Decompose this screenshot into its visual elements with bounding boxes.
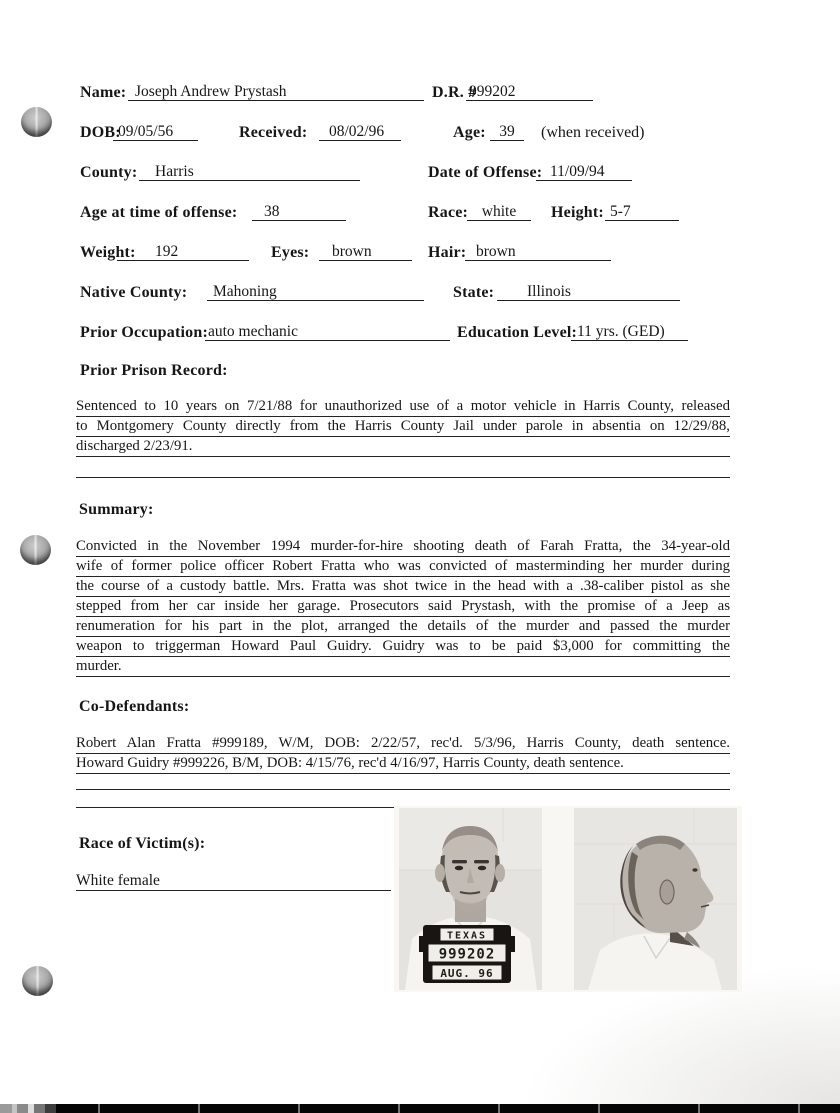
- ruled-text-line: discharged 2/23/91.: [76, 437, 730, 457]
- eyes-field-label: Eyes:: [271, 244, 310, 261]
- binder-hole-middle: [20, 535, 51, 565]
- scan-edge-strip: [0, 1104, 840, 1113]
- ruled-text-line: weapon to triggerman Howard Paul Guidry. Guidry was to be paid $3,000 for committing the: [76, 637, 730, 657]
- height-field-label: Height:: [551, 204, 604, 221]
- dob-field-value: 09/05/56: [113, 123, 198, 141]
- education-level-label: Education Level:: [457, 324, 578, 341]
- ruled-text-line: Howard Guidry #999226, B/M, DOB: 4/15/76, rec'd 4/16/97, Harris County, death sentence.: [76, 754, 730, 774]
- ruled-text-line: the course of a custody battle. Mrs. Fratta was shot twice in the head with a .38-caliber pistol as she: [76, 577, 730, 597]
- svg-text:999202: 999202: [438, 946, 496, 963]
- date-of-offense-label: Date of Offense:: [428, 164, 543, 181]
- race-field-label: Race:: [428, 204, 469, 221]
- prior-prison-record-text: [76, 397, 730, 457]
- ruled-text-line: murder.: [76, 657, 730, 677]
- co-defendants-text: [76, 734, 730, 774]
- blank-rule: [76, 807, 397, 808]
- row-ageoffense-race-height: [0, 204, 840, 223]
- row-weight-eyes-hair: [0, 244, 840, 263]
- county-field-label: County:: [80, 164, 138, 181]
- row-nativecounty-state: [0, 284, 840, 303]
- name-field-label: Name:: [80, 84, 127, 101]
- prior-occupation-value: auto mechanic: [205, 323, 450, 341]
- age-at-offense-label: Age at time of offense:: [80, 204, 238, 221]
- svg-text:AUG. 96: AUG. 96: [440, 967, 494, 980]
- height-field-value: 5-7: [605, 203, 679, 221]
- hair-field-value: brown: [465, 243, 611, 261]
- blank-rule: [76, 789, 730, 790]
- blank-rule: [76, 477, 730, 478]
- row-county-offense-date: [0, 164, 840, 183]
- dob-field-label: DOB:: [80, 124, 121, 141]
- mugshot-front-photo: [399, 808, 542, 990]
- summary-heading: Summary:: [79, 501, 154, 518]
- dr-number-value: 999202: [466, 83, 593, 101]
- native-county-value: Mahoning: [207, 283, 424, 301]
- county-field-value: Harris: [139, 163, 360, 181]
- ruled-text-line: Sentenced to 10 years on 7/21/88 for unauthorized use of a motor vehicle in Harris County, released: [76, 397, 730, 417]
- race-of-victims-value: White female: [76, 872, 391, 891]
- received-field-value: 08/02/96: [319, 123, 401, 141]
- binder-hole-bottom: [22, 966, 53, 996]
- ruled-text-line: wife of former police officer Robert Fratta who was convicted of masterminding her murder during: [76, 557, 730, 577]
- native-county-label: Native County:: [80, 284, 188, 301]
- state-field-value: Illinois: [497, 283, 680, 301]
- race-field-value: white: [467, 203, 531, 221]
- ruled-text-line: Robert Alan Fratta #999189, W/M, DOB: 2/22/57, rec'd. 5/3/96, Harris County, death sentence.: [76, 734, 730, 754]
- age-at-offense-value: 38: [252, 203, 346, 221]
- co-defendants-heading: Co-Defendants:: [79, 698, 190, 715]
- age-field-label: Age:: [453, 124, 486, 141]
- age-field-value: 39: [490, 123, 524, 141]
- eyes-field-value: brown: [319, 243, 412, 261]
- weight-field-value: 192: [117, 243, 249, 261]
- ruled-text-line: stepped from her car inside her garage. Prosecutors said Prystash, with the promise of a Jeep as: [76, 597, 730, 617]
- mugshot-photo-area: [394, 806, 742, 992]
- row-occupation-education: [0, 324, 840, 343]
- row-name-dr: [0, 84, 840, 103]
- weight-field-label: Weight:: [80, 244, 136, 261]
- hair-field-label: Hair:: [428, 244, 467, 261]
- race-of-victims-heading: Race of Victim(s):: [79, 835, 206, 852]
- prior-occupation-label: Prior Occupation:: [80, 324, 208, 341]
- svg-text:TEXAS: TEXAS: [446, 930, 488, 942]
- state-field-label: State:: [453, 284, 495, 301]
- dr-number-label: D.R. #: [432, 84, 477, 101]
- age-field-note: (when received): [541, 124, 645, 141]
- ruled-text-line: to Montgomery County directly from the Harris County Jail under parole in absentia on 12/29/88,: [76, 417, 730, 437]
- date-of-offense-value: 11/09/94: [536, 163, 632, 181]
- mugshot-profile-photo: [574, 808, 737, 990]
- mugshot-placard: [419, 925, 515, 983]
- education-level-value: 11 yrs. (GED): [571, 323, 688, 341]
- received-field-label: Received:: [239, 124, 308, 141]
- ruled-text-line: Convicted in the November 1994 murder-for-hire shooting death of Farah Fratta, the 34-year-old: [76, 537, 730, 557]
- name-field-value: Joseph Andrew Prystash: [128, 83, 424, 101]
- row-dob-received-age: [0, 124, 840, 143]
- summary-text: [76, 537, 730, 677]
- ruled-text-line: renumeration for his part in the plot, arranged the details of the murder and passed the murder: [76, 617, 730, 637]
- prior-prison-record-heading: Prior Prison Record:: [80, 362, 228, 379]
